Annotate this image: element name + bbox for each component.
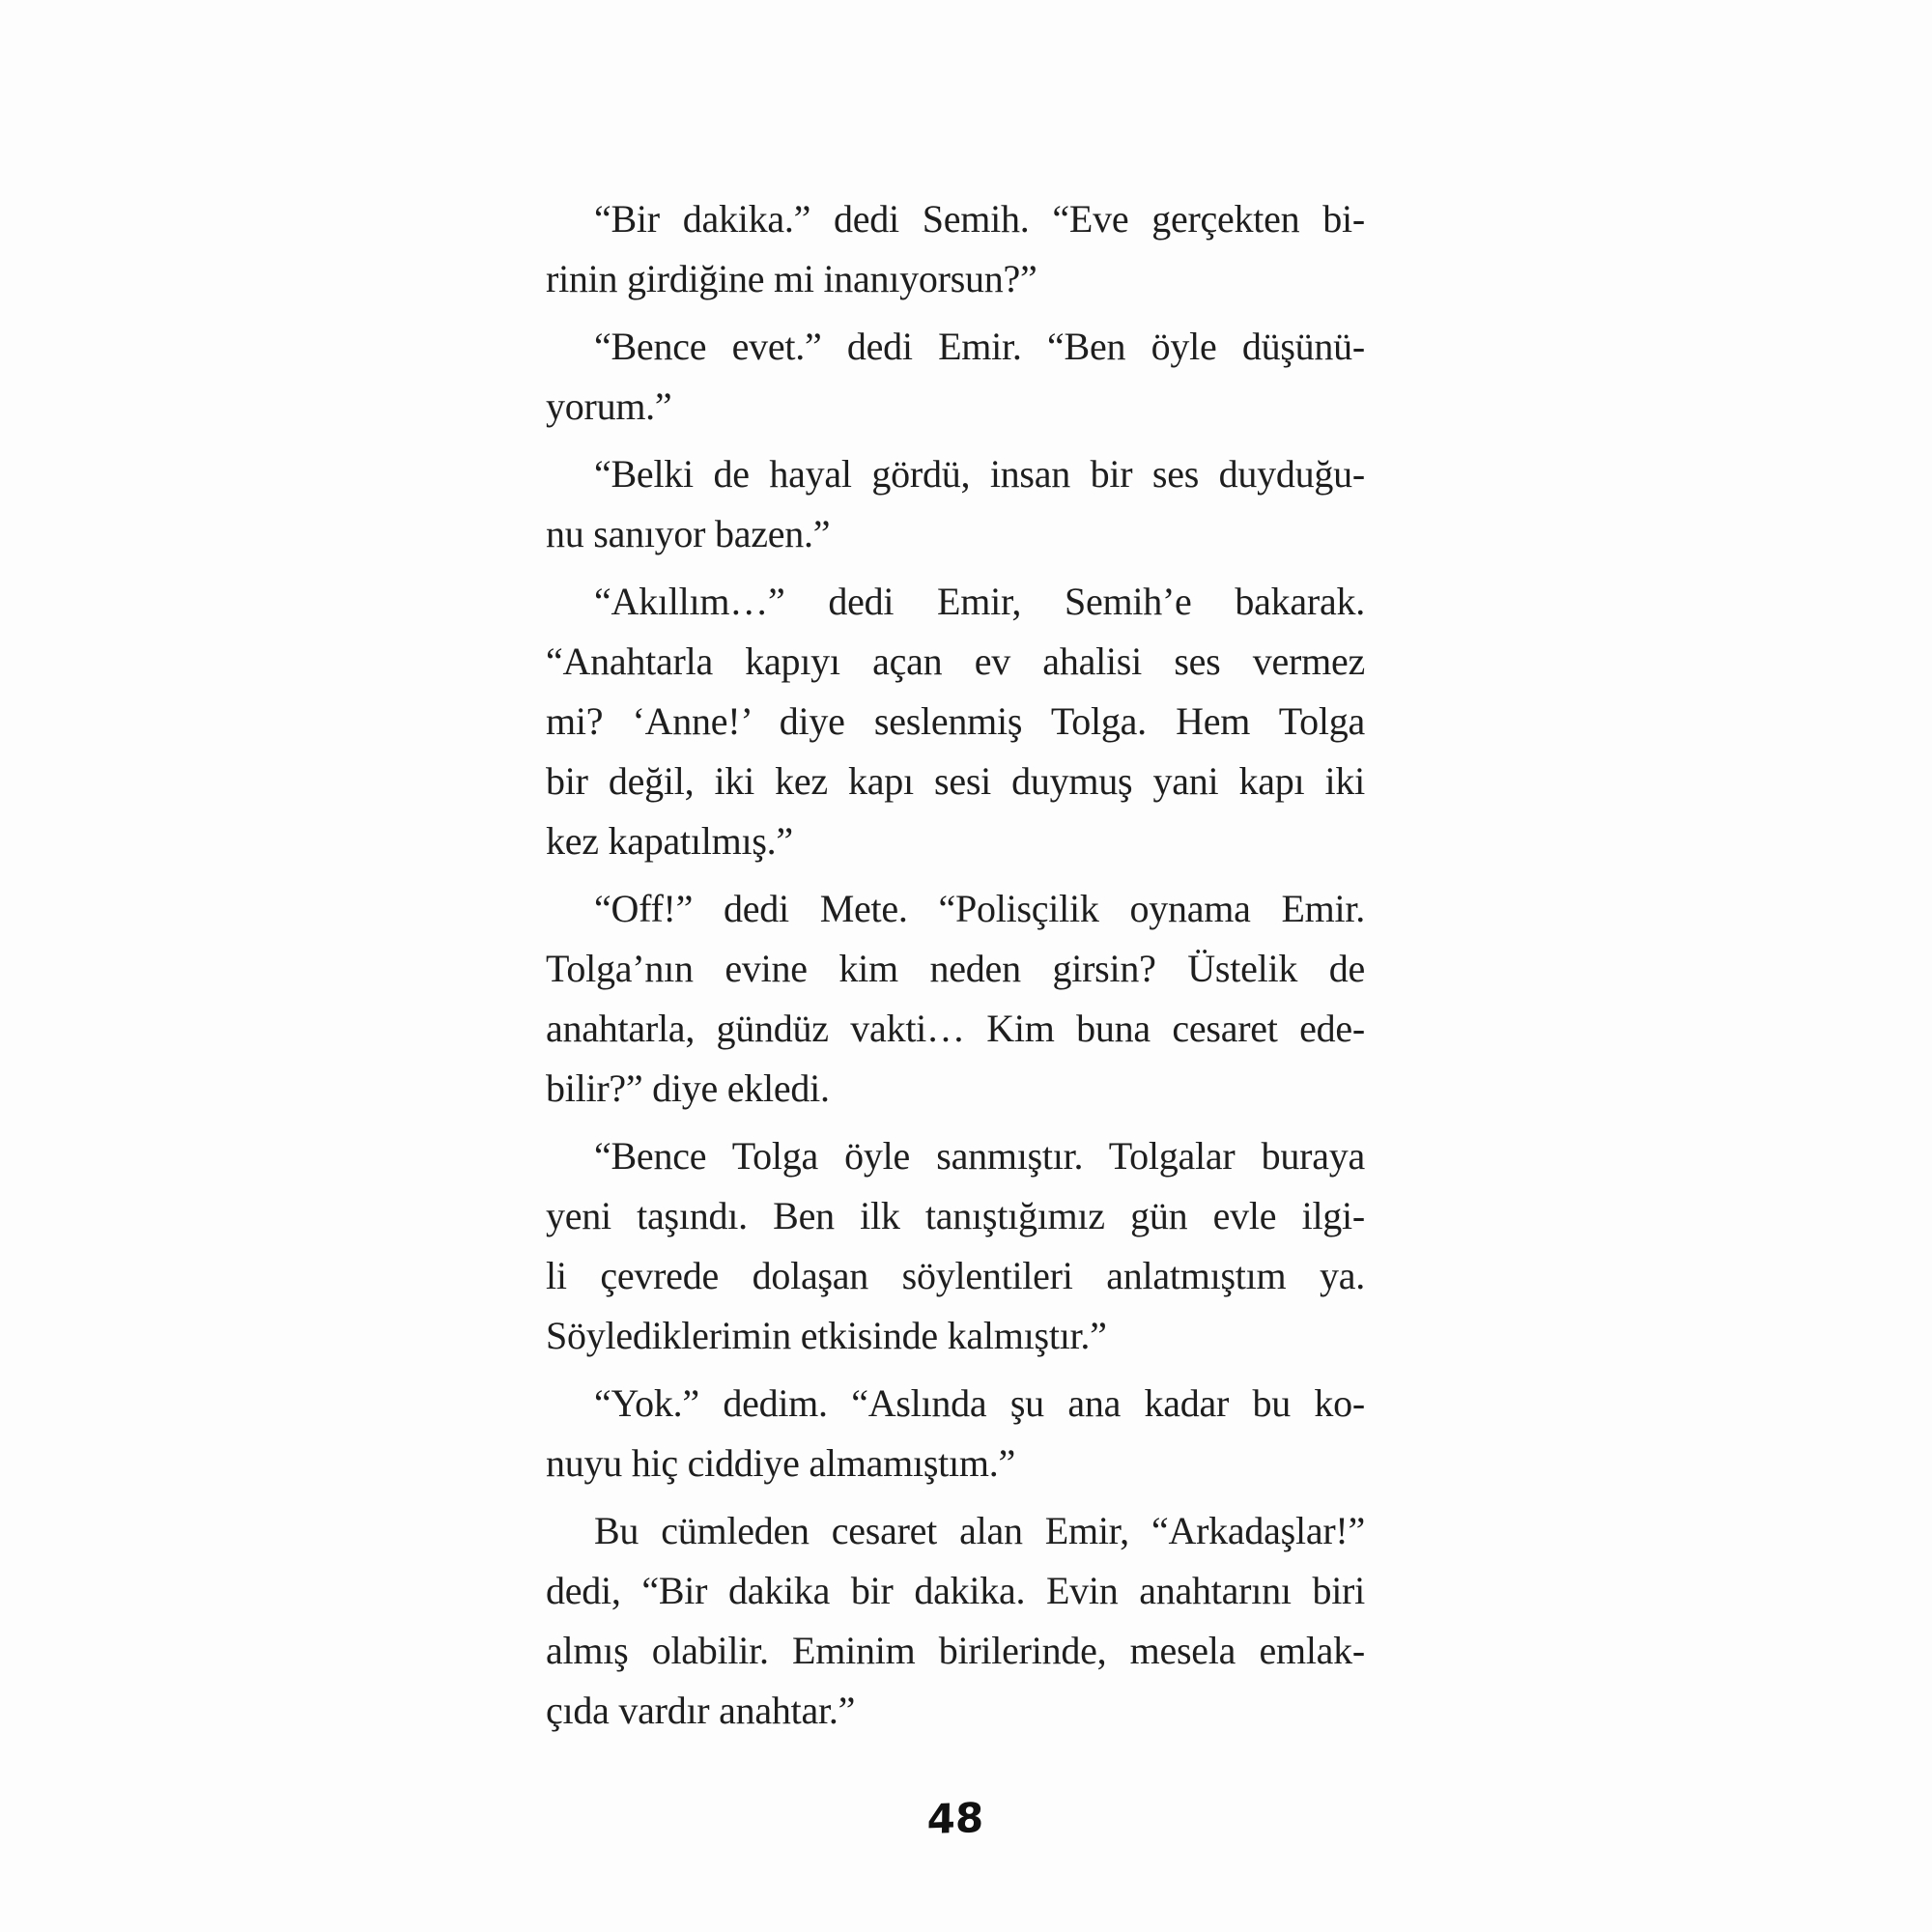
paragraph: [546, 572, 1365, 871]
text-line: dedi, “Bir dakika bir dakika. Evin anahtarını biri: [546, 1569, 1365, 1612]
text-line: rinin girdiğine mi inanıyorsun?”: [546, 257, 1037, 300]
text-line: nuyu hiç ciddiye almamıştım.”: [546, 1441, 1015, 1485]
text-line: “Belki de hayal gördü, insan bir ses duyduğu-: [594, 452, 1365, 496]
paragraph: [546, 879, 1365, 1119]
text-line: Tolga’nın evine kim neden girsin? Üstelik de: [546, 947, 1365, 990]
text-line: Bu cümleden cesaret alan Emir, “Arkadaşlar!”: [594, 1509, 1365, 1552]
text-line: “Anahtarla kapıyı açan ev ahalisi ses vermez: [546, 639, 1365, 683]
text-line: “Yok.” dedim. “Aslında şu ana kadar bu ko-: [594, 1381, 1365, 1425]
text-line: bir değil, iki kez kapı sesi duymuş yani kapı iki: [546, 759, 1365, 803]
paragraph: [546, 1501, 1365, 1741]
text-line: mi? ‘Anne!’ diye seslenmiş Tolga. Hem Tolga: [546, 699, 1365, 743]
text-line: “Akıllım…” dedi Emir, Semih’e bakarak.: [594, 580, 1365, 623]
paragraph: [546, 1126, 1365, 1366]
text-line: almış olabilir. Eminim birilerinde, mesela emlak-: [546, 1629, 1365, 1672]
text-line: “Off!” dedi Mete. “Polisçilik oynama Emir.: [594, 887, 1365, 930]
text-line: li çevrede dolaşan söylentileri anlatmıştım ya.: [546, 1254, 1365, 1297]
text-line: “Bence evet.” dedi Emir. “Ben öyle düşünü-: [594, 325, 1365, 368]
text-line: nu sanıyor bazen.”: [546, 512, 831, 555]
text-line: yeni taşındı. Ben ilk tanıştığımız gün evle ilgi-: [546, 1194, 1365, 1237]
paragraph: [546, 444, 1365, 564]
paragraph: [546, 317, 1365, 437]
text-line: çıda vardır anahtar.”: [546, 1689, 856, 1732]
page-text: [546, 189, 1365, 1741]
paragraph: [546, 1374, 1365, 1493]
text-line: kez kapatılmış.”: [546, 819, 793, 863]
text-line: “Bir dakika.” dedi Semih. “Eve gerçekten bi-: [594, 197, 1365, 241]
text-line: “Bence Tolga öyle sanmıştır. Tolgalar buraya: [594, 1134, 1365, 1178]
text-line: Söylediklerimin etkisinde kalmıştır.”: [546, 1314, 1107, 1357]
text-line: bilir?” diye ekledi.: [546, 1066, 830, 1110]
page-number: 48: [926, 1793, 984, 1844]
text-line: anahtarla, gündüz vakti… Kim buna cesaret ede-: [546, 1007, 1365, 1050]
paragraph: [546, 189, 1365, 309]
text-line: yorum.”: [546, 384, 672, 428]
